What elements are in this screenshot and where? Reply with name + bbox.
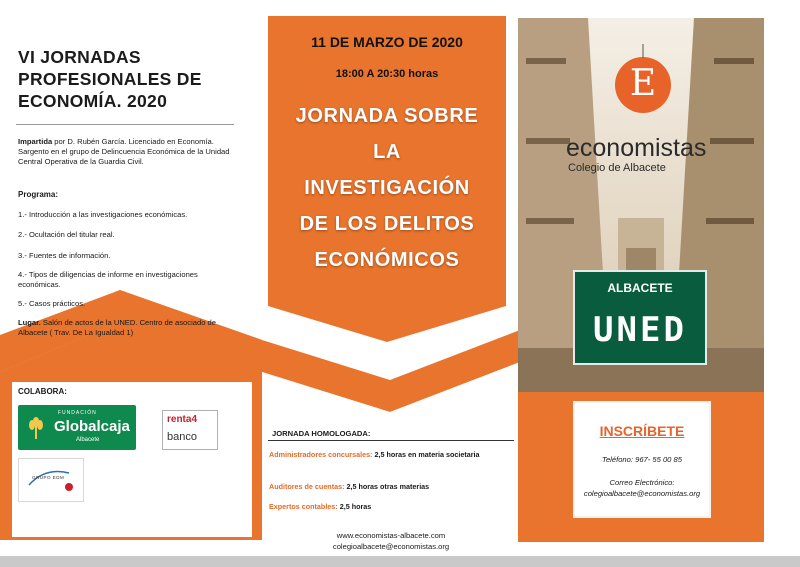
economistas-name: economistas	[566, 134, 707, 162]
edm-text: GRUPO EDM	[32, 475, 65, 480]
renta4-bottom: banco	[167, 431, 197, 443]
intro-label: Impartida	[18, 137, 53, 146]
speaker-intro	[18, 137, 238, 167]
homologada-item	[269, 482, 505, 492]
globalcaja-name: Globalcaja	[54, 418, 130, 435]
logo-letter: E	[629, 63, 657, 104]
homologada-value: 2,5 horas en materia societaria	[372, 450, 480, 459]
lugar-text	[18, 318, 243, 338]
homologada-label: JORNADA HOMOLOGADA:	[272, 429, 371, 438]
homologada-key: Administradores concursales:	[269, 450, 373, 459]
programa-item: 2.- Ocultación del titular real.	[18, 230, 115, 239]
globalcaja-fundacion: FUNDACIÓN	[58, 410, 97, 416]
edm-swoosh-icon	[25, 465, 79, 497]
website-link[interactable]: www.economistas-albacete.com	[336, 531, 446, 540]
homologada-value: 2,5 horas	[337, 502, 372, 511]
email-link[interactable]: colegioalbacete@economistas.org	[583, 489, 701, 498]
uned-name: UNED	[593, 310, 687, 350]
email-label: Correo Electrónico:	[609, 478, 675, 487]
economistas-logo-icon	[615, 57, 671, 113]
event-title	[272, 98, 502, 278]
phone-text: Teléfono: 967- 55 00 85	[602, 455, 682, 464]
globalcaja-sub: Albacete	[76, 437, 100, 443]
uned-city: ALBACETE	[607, 281, 673, 295]
edm-logo	[18, 458, 84, 502]
left-title-line: ECONOMÍA. 2020	[18, 91, 168, 111]
event-date: 11 DE MARZO DE 2020	[311, 34, 463, 50]
programa-item: 5.- Casos prácticos.	[18, 299, 86, 308]
left-title-line: VI JORNADAS	[18, 47, 141, 67]
lugar-label: Lugar.	[18, 318, 41, 327]
event-title-line: DE LOS DELITOS	[299, 213, 475, 235]
logo-lamp-icon	[638, 44, 648, 58]
programa-item: 1.- Introducción a las investigaciones económicas.	[18, 210, 188, 219]
programa-item: 4.- Tipos de diligencias de informe en investigaciones económicas.	[18, 270, 198, 289]
left-divider	[16, 124, 234, 125]
event-title-line: LA	[373, 141, 401, 163]
homologada-divider	[268, 440, 514, 441]
programa-label: Programa:	[18, 190, 59, 199]
homologada-value: 2,5 horas otras materias	[344, 482, 430, 491]
homologada-key: Auditores de cuentas:	[269, 482, 345, 491]
event-title-line: ECONÓMICOS	[314, 249, 460, 271]
bottom-gray-bar	[0, 556, 800, 567]
left-title	[18, 46, 248, 112]
inscribete-heading[interactable]: INSCRÍBETE	[599, 423, 685, 439]
intro-text: por D. Rubén García. Licenciado en Economía. Sargento en el grupo de Delincuencia Económica de la Unidad Central Operativa de la Guardia Civil.	[18, 137, 230, 166]
globalcaja-logo	[18, 405, 136, 450]
event-title-line: INVESTIGACIÓN	[304, 177, 470, 199]
renta4-logo	[162, 410, 218, 450]
left-title-line: PROFESIONALES DE	[18, 69, 202, 89]
event-time: 18:00 A 20:30 horas	[335, 68, 439, 80]
event-title-line: JORNADA SOBRE	[295, 105, 479, 127]
homologada-key: Expertos contables:	[269, 502, 338, 511]
homologada-item	[269, 502, 505, 512]
uned-logo	[573, 270, 707, 365]
programa-item: 3.- Fuentes de información.	[18, 251, 111, 260]
homologada-item	[269, 450, 505, 460]
footer-email-link[interactable]: colegioalbacete@economistas.org	[332, 542, 450, 551]
lugar-value: Salón de actos de la UNED. Centro de asociado de Albacete ( Trav. De La Igualdad 1)	[18, 318, 216, 337]
economistas-sub: Colegio de Albacete	[568, 162, 666, 174]
wheat-icon	[23, 417, 49, 439]
renta4-top: renta4	[167, 414, 198, 425]
colabora-label: COLABORA:	[18, 387, 67, 396]
